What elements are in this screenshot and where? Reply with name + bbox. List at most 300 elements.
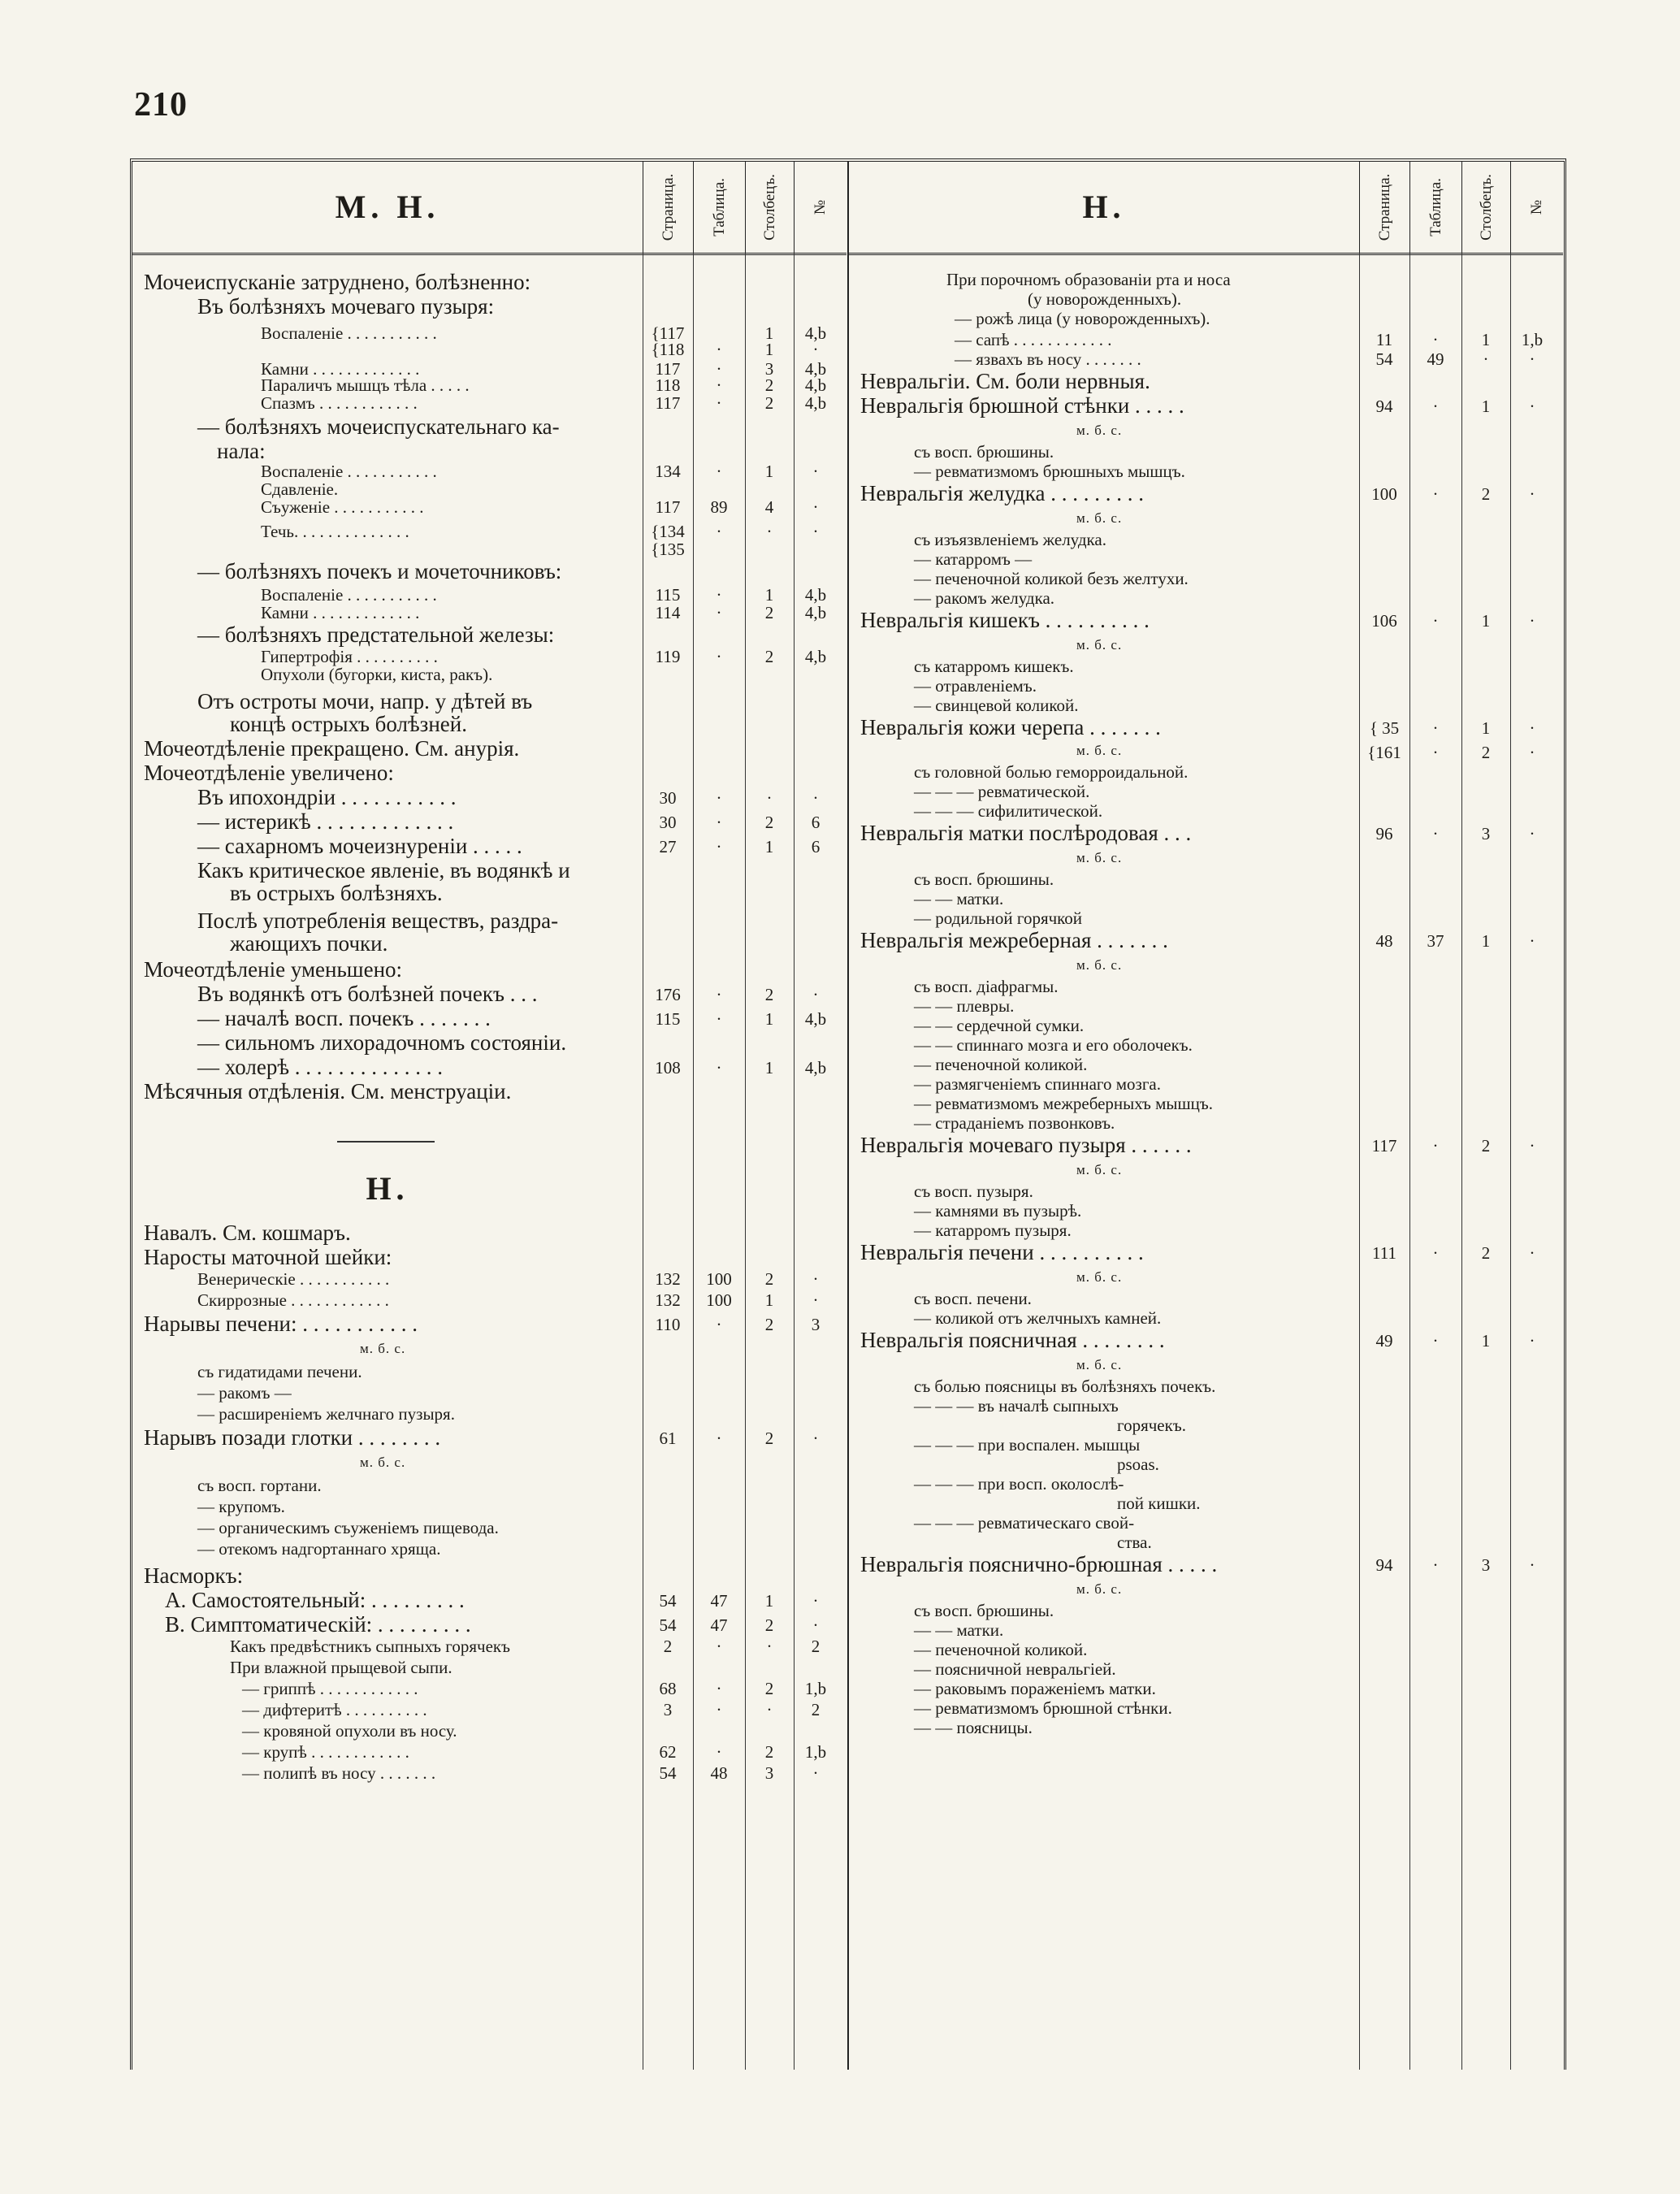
- entry-text: Венерическіе . . . . . . . . . . .: [197, 1269, 390, 1289]
- column-ref: 1: [764, 1290, 774, 1310]
- entry-text: — печеночной коликой.: [914, 1640, 1088, 1659]
- column-ref: 3: [1481, 824, 1491, 843]
- entry-text: — гриппѣ . . . . . . . . . . . .: [242, 1679, 418, 1698]
- entry-text: — ревматизмомъ брюшныхъ мышцъ.: [914, 462, 1185, 481]
- table-ref: 37: [1427, 931, 1444, 951]
- number-ref: 1,b: [804, 1679, 827, 1698]
- page-ref: 115: [655, 585, 681, 605]
- number-ref: 4,b: [804, 393, 827, 413]
- column-ref: 3: [1481, 1555, 1491, 1575]
- page-ref: {134: [651, 522, 685, 541]
- differential-marker: м. б. с.: [360, 1341, 406, 1356]
- column-ref: 2: [764, 393, 774, 413]
- number-ref: 1,b: [1521, 330, 1544, 349]
- entry-text: съ катарромъ кишекъ.: [914, 657, 1074, 676]
- table-ref: ·: [1432, 397, 1439, 416]
- entry-text: Воспаленіе . . . . . . . . . . .: [261, 462, 437, 481]
- entry-text: съ восп. діафрагмы.: [914, 977, 1059, 996]
- entry-text: Мочеотдѣленіе уменьшено:: [144, 957, 403, 982]
- entry-text: Невральгія кишекъ . . . . . . . . . .: [860, 608, 1150, 632]
- entry-text: — — — сифилитической.: [914, 801, 1103, 821]
- entry-text: — ракомъ желудка.: [914, 588, 1055, 608]
- page-ref: 100: [1371, 484, 1397, 504]
- entry-text: — размягченіемъ спиннаго мозга.: [914, 1074, 1162, 1094]
- number-ref: ·: [1529, 397, 1535, 416]
- table-ref: ·: [1432, 1331, 1439, 1351]
- page-ref: 114: [655, 603, 681, 622]
- header-page: Страница.: [643, 162, 694, 253]
- entry-text: Невральгія поясничная . . . . . . . .: [860, 1328, 1165, 1352]
- column-ref: 2: [1481, 743, 1491, 762]
- page-ref: 108: [655, 1058, 681, 1077]
- number-ref: 4,b: [804, 603, 827, 622]
- entry-text: — дифтеритѣ . . . . . . . . . .: [242, 1700, 427, 1719]
- entry-text: нала:: [217, 439, 266, 463]
- entry-text: — ревматизмомъ брюшной стѣнки.: [914, 1698, 1172, 1718]
- entry-text: — отекомъ надгортаннаго хряща.: [197, 1539, 441, 1559]
- entry-text: — сильномъ лихорадочномъ состояніи.: [197, 1030, 567, 1055]
- entry-text: — крупомъ.: [197, 1497, 285, 1516]
- number-ref: 4,b: [804, 323, 827, 343]
- entry-text: Въ водянкѣ отъ болѣзней почекъ . . .: [197, 982, 538, 1006]
- entry-text: — болѣзняхъ почекъ и мочеточниковъ:: [197, 559, 562, 583]
- number-ref: ·: [812, 1290, 819, 1310]
- column-ref: 1: [1481, 931, 1491, 951]
- page-ref: {117: [651, 323, 685, 343]
- entry-text: — — матки.: [914, 889, 1004, 908]
- entry-text: Камни . . . . . . . . . . . . .: [261, 359, 420, 379]
- column-ref: 2: [764, 647, 774, 666]
- entry-text: — язвахъ въ носу . . . . . . .: [955, 349, 1141, 369]
- number-ref: 2: [811, 1700, 821, 1719]
- number-ref: ·: [812, 497, 819, 517]
- index-table: [130, 158, 1566, 2070]
- number-ref: 3: [811, 1315, 821, 1334]
- number-ref: ·: [1529, 349, 1535, 369]
- page-ref: { 35: [1369, 718, 1400, 738]
- table-ref: ·: [716, 1637, 722, 1656]
- page-ref: 117: [1371, 1136, 1397, 1156]
- entry-text: Невральгія матки послѣродовая . . .: [860, 821, 1192, 845]
- section-divider: [337, 1141, 435, 1143]
- differential-marker: м. б. с.: [1076, 957, 1123, 973]
- number-ref: ·: [1529, 1555, 1535, 1575]
- left-column-header: [132, 162, 846, 255]
- number-ref: ·: [812, 1615, 819, 1635]
- table-ref: ·: [716, 462, 722, 481]
- table-ref: ·: [1432, 611, 1439, 631]
- differential-marker: м. б. с.: [1076, 510, 1123, 526]
- page-ref: 94: [1375, 1555, 1393, 1575]
- header-page: Страница.: [1359, 162, 1410, 253]
- entry-text: пой кишки.: [1117, 1494, 1201, 1513]
- entry-text: Камни . . . . . . . . . . . . .: [261, 603, 420, 622]
- table-ref: ·: [716, 603, 722, 622]
- page-ref: 54: [1375, 349, 1393, 369]
- entry-text: — сахарномъ мочеизнуреніи . . . . .: [197, 834, 522, 858]
- entry-text: — крупѣ . . . . . . . . . . . .: [242, 1742, 409, 1762]
- entry-text: Мочеиспусканіе затруднено, болѣзненно:: [144, 270, 531, 294]
- entry-text: — — поясницы.: [914, 1718, 1033, 1737]
- column-ref: 2: [764, 985, 774, 1004]
- table-ref: ·: [1432, 484, 1439, 504]
- page-ref: 68: [659, 1679, 677, 1698]
- entry-text: — поясничной невральгіей.: [914, 1659, 1116, 1679]
- entry-text: psoas.: [1117, 1455, 1159, 1474]
- left-column: [132, 162, 846, 2070]
- entry-text: — холерѣ . . . . . . . . . . . . . .: [197, 1055, 443, 1079]
- column-ref: 2: [764, 1315, 774, 1334]
- number-ref: ·: [812, 985, 819, 1004]
- page-ref: 96: [1375, 824, 1393, 843]
- entry-text: Невральгіи. См. боли нервныя.: [860, 369, 1150, 393]
- table-ref: ·: [716, 837, 722, 856]
- page-ref: 110: [655, 1315, 681, 1334]
- entry-text: — ревматизмомъ межреберныхъ мышцъ.: [914, 1094, 1213, 1113]
- header-table: Таблица.: [1409, 162, 1462, 253]
- number-ref: 4,b: [804, 375, 827, 395]
- entry-text: Гипертрофія . . . . . . . . . .: [261, 647, 438, 666]
- table-ref: ·: [716, 1315, 722, 1334]
- differential-marker: м. б. с.: [1076, 1162, 1123, 1177]
- page-ref: {118: [651, 340, 685, 359]
- table-ref: 100: [706, 1269, 732, 1289]
- entry-text: А. Самостоятельный: . . . . . . . . .: [165, 1588, 465, 1612]
- column-ref: 2: [764, 603, 774, 622]
- column-ref: 1: [1481, 397, 1491, 416]
- column-ref: 3: [764, 1763, 774, 1783]
- entry-text: — — — ревматическаго свой-: [914, 1513, 1135, 1533]
- section-title-n: Н.: [366, 1170, 409, 1207]
- entry-text: съ гидатидами печени.: [197, 1362, 362, 1381]
- entry-text: Мочеотдѣленіе прекращено. См. анурія.: [144, 736, 520, 761]
- table-ref: ·: [1432, 1555, 1439, 1575]
- column-ref: 2: [764, 1429, 774, 1448]
- page-ref: {161: [1367, 743, 1401, 762]
- header-column: Столбецъ.: [745, 162, 795, 253]
- entry-text: съ болью поясницы въ болѣзняхъ почекъ.: [914, 1377, 1216, 1396]
- table-ref: ·: [716, 1679, 722, 1698]
- number-ref: 4,b: [804, 585, 827, 605]
- entry-text: — ракомъ —: [197, 1383, 292, 1403]
- table-ref: ·: [1432, 824, 1439, 843]
- number-ref: ·: [1529, 1243, 1535, 1263]
- entry-text: съ восп. пузыря.: [914, 1182, 1033, 1201]
- column-ref: 1: [764, 340, 774, 359]
- page-number: 210: [134, 86, 188, 124]
- entry-text: — сапѣ . . . . . . . . . . . .: [955, 330, 1112, 349]
- entry-text: Параличъ мышцъ тѣла . . . . .: [261, 375, 470, 395]
- table-ref: ·: [716, 1058, 722, 1077]
- table-ref: ·: [716, 393, 722, 413]
- right-column-header: [849, 162, 1563, 255]
- page-ref: 49: [1375, 1331, 1393, 1351]
- table-ref: ·: [716, 647, 722, 666]
- page-ref: 48: [1375, 931, 1393, 951]
- page-ref: 132: [655, 1290, 681, 1310]
- table-ref: ·: [716, 1742, 722, 1762]
- table-ref: 89: [710, 497, 728, 517]
- entry-text: — родильной горячкой: [914, 908, 1083, 928]
- number-ref: 4,b: [804, 1058, 827, 1077]
- page-ref: 117: [655, 497, 681, 517]
- column-ref: 1: [764, 1591, 774, 1611]
- column-ref: 4: [764, 497, 774, 517]
- left-section-title: М. Н.: [335, 189, 440, 225]
- number-ref: ·: [812, 1763, 819, 1783]
- entry-text: Невральгія мочеваго пузыря . . . . . .: [860, 1133, 1192, 1157]
- column-ref: 1: [764, 323, 774, 343]
- page-ref: 61: [659, 1429, 677, 1448]
- table-ref: ·: [1432, 718, 1439, 738]
- table-ref: ·: [1432, 330, 1439, 349]
- differential-marker: м. б. с.: [1076, 423, 1123, 438]
- column-ref: 2: [764, 375, 774, 395]
- entry-text: В. Симптоматическій: . . . . . . . . .: [165, 1612, 471, 1637]
- column-ref: 1: [764, 837, 774, 856]
- page-ref: 132: [655, 1269, 681, 1289]
- entry-text: Какъ предвѣстникъ сыпныхъ горячекъ: [230, 1637, 510, 1656]
- differential-marker: м. б. с.: [1076, 743, 1123, 758]
- table-ref: ·: [716, 522, 722, 541]
- number-ref: ·: [812, 1429, 819, 1448]
- entry-text: Нарывы печени: . . . . . . . . . . .: [144, 1312, 418, 1336]
- entry-text: Невральгія печени . . . . . . . . . .: [860, 1240, 1144, 1264]
- entry-text: съ восп. печени.: [914, 1289, 1032, 1308]
- entry-text: Наросты маточной шейки:: [144, 1245, 392, 1269]
- page-ref: 117: [655, 393, 681, 413]
- entry-text: — камнями въ пузырѣ.: [914, 1201, 1082, 1221]
- entry-text: въ острыхъ болѣзняхъ.: [230, 881, 443, 905]
- differential-marker: м. б. с.: [1076, 1581, 1123, 1597]
- entry-text: съ изъязвленіемъ желудка.: [914, 530, 1106, 549]
- column-ref: 2: [764, 1269, 774, 1289]
- table-ref: ·: [716, 788, 722, 808]
- right-section-title: Н.: [1082, 189, 1126, 225]
- header-number: №: [1510, 162, 1563, 253]
- page-ref: 119: [655, 647, 681, 666]
- number-ref: ·: [812, 462, 819, 481]
- entry-text: съ восп. брюшины.: [914, 442, 1054, 462]
- number-ref: ·: [812, 1591, 819, 1611]
- table-ref: ·: [1432, 743, 1439, 762]
- entry-text: ства.: [1117, 1533, 1152, 1552]
- entry-text: Въ болѣзняхъ мочеваго пузыря:: [197, 294, 495, 319]
- number-ref: ·: [812, 340, 819, 359]
- entry-text: Мѣсячныя отдѣленія. См. менструаціи.: [144, 1079, 512, 1104]
- entry-text: — катарромъ пузыря.: [914, 1221, 1072, 1240]
- entry-text: — — матки.: [914, 1620, 1004, 1640]
- entry-text: — раковымъ пораженіемъ матки.: [914, 1679, 1156, 1698]
- page-ref: 62: [659, 1742, 677, 1762]
- differential-marker: м. б. с.: [1076, 850, 1123, 865]
- column-ref: 1: [764, 1009, 774, 1029]
- number-ref: 6: [811, 837, 821, 856]
- entry-text: Невральгія межреберная . . . . . . .: [860, 928, 1168, 952]
- entry-text: Течь. . . . . . . . . . . . . .: [261, 522, 409, 541]
- entry-text: Опухоли (бугорки, киста, ракъ).: [261, 665, 493, 684]
- number-ref: ·: [1529, 743, 1535, 762]
- number-ref: ·: [1529, 611, 1535, 631]
- page-ref: 30: [659, 813, 677, 832]
- entry-text: — — плевры.: [914, 996, 1015, 1016]
- entry-text: съ восп. брюшины.: [914, 1601, 1054, 1620]
- entry-text: Мочеотдѣленіе увеличено:: [144, 761, 394, 785]
- entry-text: — кровяной опухоли въ носу.: [242, 1721, 457, 1741]
- column-ref: 1: [764, 462, 774, 481]
- entry-text: — — спиннаго мозга и его оболочекъ.: [914, 1035, 1193, 1055]
- page-ref: 176: [655, 985, 681, 1004]
- page-ref: 11: [1375, 330, 1393, 349]
- entry-text: Какъ критическое явленіе, въ водянкѣ и: [197, 858, 570, 882]
- entry-text: — болѣзняхъ предстательной железы:: [197, 622, 555, 647]
- entry-text: — началѣ восп. почекъ . . . . . . .: [197, 1006, 491, 1030]
- page-ref: 27: [659, 837, 677, 856]
- entry-text: Въ ипохондріи . . . . . . . . . . .: [197, 785, 457, 809]
- entry-text: Насморкъ:: [144, 1563, 244, 1588]
- number-ref: ·: [1529, 484, 1535, 504]
- table-ref: 100: [706, 1290, 732, 1310]
- page-ref: 115: [655, 1009, 681, 1029]
- number-ref: ·: [1529, 1331, 1535, 1351]
- entry-text: При влажной прыщевой сыпи.: [230, 1658, 452, 1677]
- number-ref: 4,b: [804, 359, 827, 379]
- table-ref: ·: [716, 340, 722, 359]
- entry-text: Невральгія брюшной стѣнки . . . . .: [860, 393, 1184, 418]
- page-ref: 54: [659, 1591, 677, 1611]
- entry-text: — коликой отъ желчныхъ камней.: [914, 1308, 1162, 1328]
- differential-marker: м. б. с.: [1076, 1357, 1123, 1372]
- column-ref: 2: [764, 1615, 774, 1635]
- entry-text: — — — при воспален. мышцы: [914, 1435, 1141, 1455]
- page-ref: 54: [659, 1763, 677, 1783]
- table-ref: ·: [716, 813, 722, 832]
- column-ref: 2: [764, 813, 774, 832]
- entry-text: — свинцевой коликой.: [914, 696, 1079, 715]
- entry-text: — печеночной коликой.: [914, 1055, 1088, 1074]
- entry-text: Воспаленіе . . . . . . . . . . .: [261, 585, 437, 605]
- column-ref: 1: [1481, 1331, 1491, 1351]
- number-ref: ·: [812, 1269, 819, 1289]
- column-ref: ·: [766, 1700, 773, 1719]
- table-ref: ·: [716, 1009, 722, 1029]
- page-ref: 134: [655, 462, 681, 481]
- number-ref: 6: [811, 813, 821, 832]
- entry-text: Спазмъ . . . . . . . . . . . .: [261, 393, 418, 413]
- entry-text: Сдавленіе.: [261, 479, 339, 499]
- page-ref: 106: [1371, 611, 1397, 631]
- entry-text: Скиррозные . . . . . . . . . . . .: [197, 1290, 389, 1310]
- table-ref: ·: [716, 375, 722, 395]
- entry-text: Невральгія желудка . . . . . . . . .: [860, 481, 1144, 505]
- entry-text: — болѣзняхъ мочеиспускательнаго ка-: [197, 414, 560, 439]
- entry-text: Воспаленіе . . . . . . . . . . .: [261, 323, 437, 343]
- page-ref: 94: [1375, 397, 1393, 416]
- number-ref: ·: [1529, 824, 1535, 843]
- entry-text: — отравленіемъ.: [914, 676, 1037, 696]
- page-ref: 30: [659, 788, 677, 808]
- column-ref: 1: [764, 585, 774, 605]
- number-ref: 4,b: [804, 1009, 827, 1029]
- column-ref: ·: [766, 1637, 773, 1656]
- entry-text: Навалъ. См. кошмаръ.: [144, 1221, 351, 1245]
- table-ref: ·: [716, 585, 722, 605]
- page-ref: 117: [655, 359, 681, 379]
- table-ref: 47: [710, 1591, 728, 1611]
- page-ref: 111: [1372, 1243, 1396, 1263]
- entry-text: — истерикѣ . . . . . . . . . . . . .: [197, 809, 454, 834]
- entry-text: — катарромъ —: [914, 549, 1033, 569]
- right-column: [847, 162, 1563, 2070]
- page-ref: 118: [655, 375, 681, 395]
- table-ref: 47: [710, 1615, 728, 1635]
- entry-text: (у новорожденныхъ).: [1028, 289, 1182, 309]
- column-ref: 2: [1481, 1136, 1491, 1156]
- entry-text: — рожѣ лица (у новорожденныхъ).: [955, 309, 1210, 328]
- entry-text: — полипѣ въ носу . . . . . . .: [242, 1763, 436, 1783]
- number-ref: ·: [1529, 931, 1535, 951]
- entry-text: Нарывъ позади глотки . . . . . . . .: [144, 1425, 441, 1450]
- page-ref: 54: [659, 1615, 677, 1635]
- column-ref: 1: [1481, 611, 1491, 631]
- table-ref: ·: [716, 1429, 722, 1448]
- number-ref: ·: [1529, 1136, 1535, 1156]
- header-column: Столбецъ.: [1461, 162, 1511, 253]
- entry-text: — страданіемъ позвонковъ.: [914, 1113, 1115, 1133]
- column-ref: 2: [764, 1679, 774, 1698]
- number-ref: ·: [812, 788, 819, 808]
- entry-text: — расширеніемъ желчнаго пузыря.: [197, 1404, 455, 1424]
- number-ref: ·: [812, 522, 819, 541]
- column-ref: 2: [1481, 1243, 1491, 1263]
- entry-text: — — — ревматической.: [914, 782, 1090, 801]
- page-ref: 2: [663, 1637, 673, 1656]
- number-ref: 1,b: [804, 1742, 827, 1762]
- header-number: №: [794, 162, 846, 253]
- column-ref: ·: [766, 522, 773, 541]
- differential-marker: м. б. с.: [1076, 1269, 1123, 1285]
- entry-text: Невральгія пояснично-брюшная . . . . .: [860, 1552, 1218, 1576]
- entry-text: — органическимъ съуженіемъ пищевода.: [197, 1518, 499, 1537]
- entry-text: съ головной болью геморроидальной.: [914, 762, 1189, 782]
- column-ref: 3: [764, 359, 774, 379]
- table-ref: ·: [716, 359, 722, 379]
- column-ref: ·: [766, 788, 773, 808]
- table-ref: ·: [1432, 1136, 1439, 1156]
- page-ref: 3: [663, 1700, 673, 1719]
- column-ref: 1: [1481, 718, 1491, 738]
- entry-text: съ восп. брюшины.: [914, 869, 1054, 889]
- page-ref: {135: [651, 540, 685, 559]
- entry-text: Съуженіе . . . . . . . . . . .: [261, 497, 424, 517]
- column-ref: 2: [764, 1742, 774, 1762]
- entry-text: горячекъ.: [1117, 1416, 1186, 1435]
- differential-marker: м. б. с.: [360, 1455, 406, 1470]
- table-ref: 48: [710, 1763, 728, 1783]
- table-ref: 49: [1427, 349, 1444, 369]
- entry-text: При порочномъ образованіи рта и носа: [946, 270, 1231, 289]
- entry-text: — — — въ началѣ сыпныхъ: [914, 1396, 1119, 1416]
- number-ref: 4,b: [804, 647, 827, 666]
- entry-text: — — сердечной сумки.: [914, 1016, 1085, 1035]
- entry-text: Невральгія кожи черепа . . . . . . .: [860, 715, 1161, 739]
- header-table: Таблица.: [693, 162, 746, 253]
- table-ref: ·: [716, 1700, 722, 1719]
- number-ref: ·: [1529, 718, 1535, 738]
- column-ref: 2: [1481, 484, 1491, 504]
- entry-text: жающихъ почки.: [230, 931, 388, 956]
- entry-text: концѣ острыхъ болѣзней.: [230, 712, 467, 736]
